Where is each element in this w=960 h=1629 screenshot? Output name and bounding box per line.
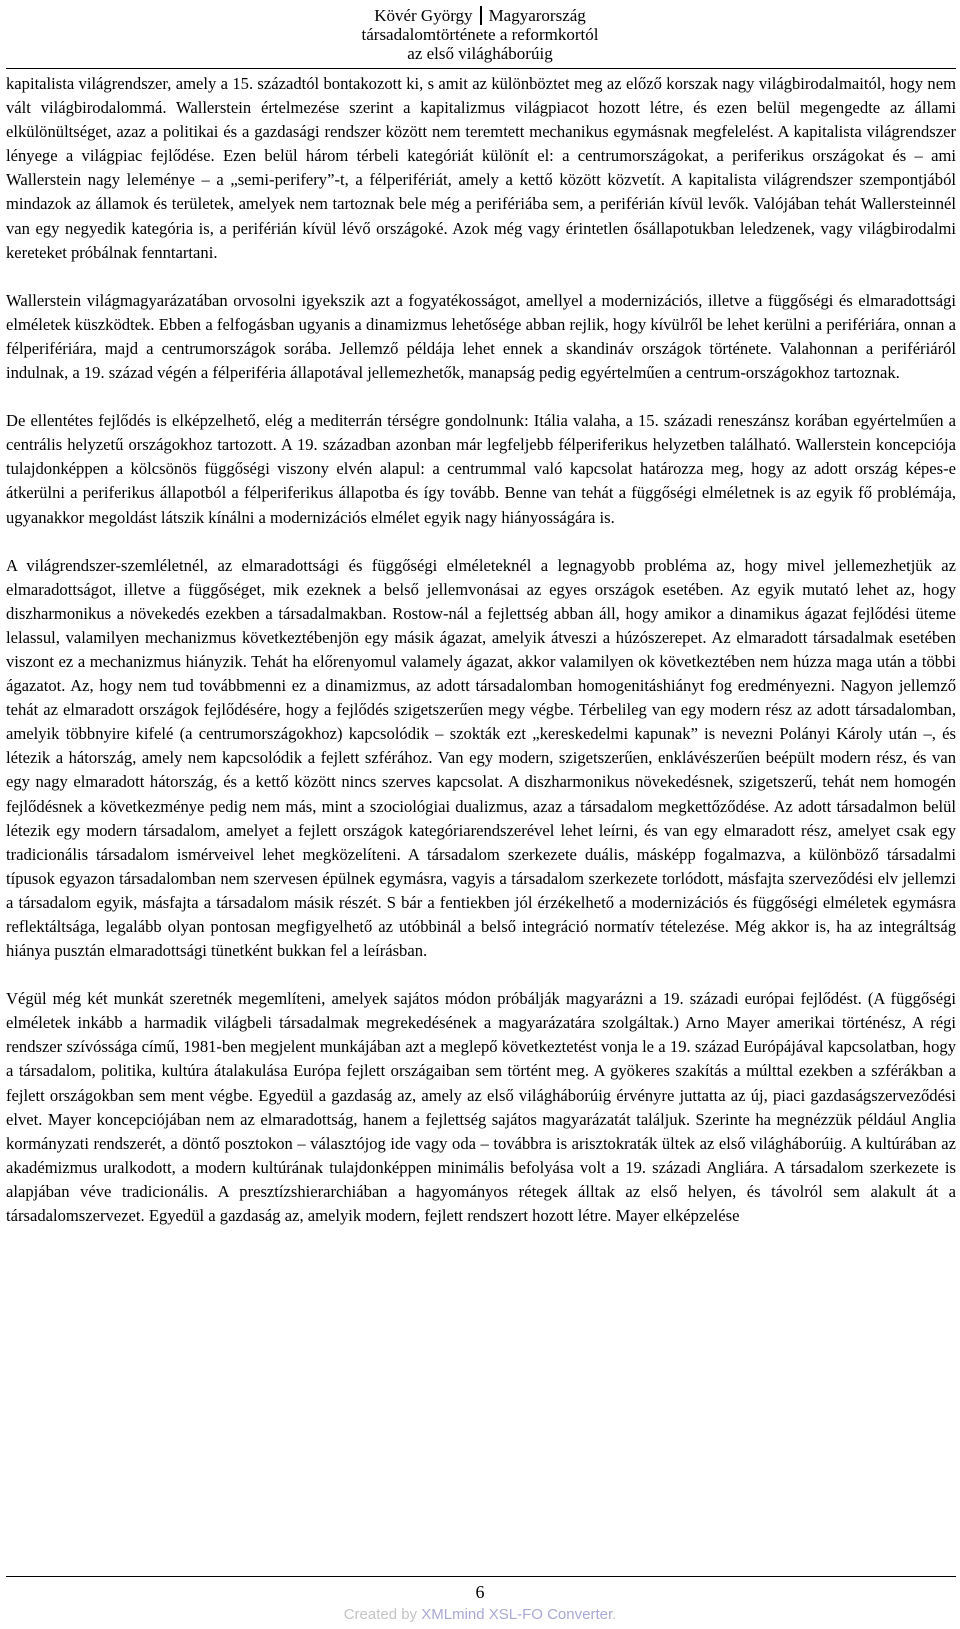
header-divider [6, 68, 956, 69]
footer-divider [6, 1576, 956, 1577]
body-text [6, 72, 956, 1252]
converter-brand: XMLmind XSL-FO Converter [421, 1606, 613, 1623]
converter-credit [0, 1606, 960, 1624]
paragraph: kapitalista világrendszer, amely a 15. századtól bontakozott ki, s amit az különböztet meg az előző korszak nagy világbirodalmaitól, hogy nem vált világbirodalommá. Wallerstein értelmezése szerint a kapitalizmus világpiacot hozott létre, és ezen belül megengedte az állami elkülönültséget, azaz a politikai és a gazdasági rendszer között nem teremtett mechanikus egymásnak megfelelést. A kapitalista világrendszer lényege a világpiac fejlődése. Ezen belül három térbeli kategóriát különít el: a centrumországokat, a periferikus országokat és – ami Wallerstein nagy leleménye – a „semi-perifery”-t, a félperifériát, amely a kettő között közvetít. A kapitalista világrendszer szempontjából mindazok az államok és területek, amelyek nem tartoznak bele még a perifériába sem, a periférián kívül levők. Valójában tehát Wallersteinnél van egy negyedik kategória is, a periférián kívül lévő országoké. Azok még vagy érintetlen ősállapotukban leledzenek, vagy világbirodalmi kereteket próbálnak fenntartani. [6, 74, 956, 262]
paragraph: A világrendszer-szemléletnél, az elmaradottsági és függőségi elméleteknél a legnagyobb probléma az, hogy mivel jellemezhetjük az elmaradottságot, illetve a függőséget, mik ezeknek a belső jellemvonásai az egyes országok esetében. Az egyik mutató lehet az, hogy diszharmonikus a növekedés ezekben a társadalmakban. Rostow-nál a fejlettség abban áll, hogy amikor a dinamikus ágazat fejlődési üteme lelassul, valamilyen mechanizmus következtébenjön egy másik ágazat, amelyik átveszi a húzószerepet. Az elmaradott társadalmak esetében viszont ez a mechanizmus hiányzik. Tehát ha előrenyomul valamely ágazat, akkor valamilyen ok következtében nem húzza maga után a többi ágazatot. Az, hogy nem tud továbbmenni ez a dinamizmus, az adott társadalomban homogenitáshiányt fog eredményezni. Nagyon jellemző tehát az elmaradott országok fejlődésére, hogy a fejlődés szigetszerűen megy végbe. Térbelileg van egy modern rész az adott társadalomban, amelyik többnyire kifelé (a centrumországokhoz) kapcsolódik – szokták ezt „kereskedelmi kapunak” is nevezni Polányi Károly után –, és létezik a hátország, amely nem kapcsolódik a fejlett szférához. Van egy modern, szigetszerűen, enklávészerűen beépült modern rész, és van egy nagy elmaradott hátország, és a kettő között nincs szerves kapcsolat. A diszharmonikus növekedésnek, szigetszerű, tehát nem homogén fejlődésnek a következménye pedig nem más, mint a szociológiai dualizmus, azaz a társadalom megkettőződése. Az adott társadalmon belül létezik egy modern társadalom, amelyet a fejlett országok kategóriarendszerével lehet leírni, és van egy elmaradott rész, amelyet csak egy tradicionális társadalom ismérveivel lehet megközelíteni. A társadalom szerkezete duális, másképp fogalmazva, a különböző társadalmi típusok egyazon társadalomban nem szervesen épülnek egymásra, vagyis a társadalom szerkezete torlódott, másfajta szerveződési elv jellemzi a társadalom egyik, másfajta a társadalom másik részét. S bár a fentiekben jól érzékelhető a modernizációs és függőségi elméletek egymásra reflektáltsága, legalább olyan pontosan megfigyelhető az utóbbinál a belső integráció normatív tételezése. Még akkor is, ha az integráltság hiánya pusztán elmaradottsági tünetként bukkan fel a leírásban. [6, 555, 956, 961]
converter-suffix: . [612, 1606, 617, 1623]
paragraph: Végül még két munkát szeretnék megemlíteni, amelyek sajátos módon próbálják magyarázni a 19. századi európai fejlődést. (A függőségi elméletek inkább a harmadik világbeli társadalmak megrekedésének a magyarázatára szolgáltak.) Arno Mayer amerikai történész, A régi rendszer szívóssága című, 1981-ben megjelent munkájában azt a meglepő következtetést vonja le a 19. század Európájával kapcsolatban, hogy a társadalom, politika, kultúra átalakulása Európa fejlett országaiban sem történt meg. A gyökeres szakítás a múlttal ezekben a szférákban a fejlett országokban sem ment végbe. Egyedül a gazdaság az, amely az első világháborúig érvényre juttatta az új, piaci gazdaságszerveződési elvet. Mayer koncepciójában nem az elmaradottság, hanem a fejlettség sajátos magyarázatát találjuk. Szerinte ha megnézzük például Anglia kormányzati rendszerét, a döntő posztokon – választójog ide vagy oda – továbbra is arisztokraták ültek az első világháborúig. A kultúrában az akadémizmus uralkodott, a modern kultúrának tulajdonképpen minimális befolyása volt a 19. századi Angliára. A társadalom szerkezete is alapjában véve tradicionális. A presztízshierarchiában a hagyományos rétegek álltak az első helyen, és távolról sem alakult át a társadalomszervezet. Egyedül a gazdaság az, amelyik modern, fejlett rendszert hozott létre. Mayer elképzelése [6, 989, 956, 1226]
header-first-line [0, 6, 960, 25]
header-title-line3: az első világháborúig [407, 44, 553, 63]
paragraph: Wallerstein világmagyarázatában orvosolni igyekszik azt a fogyatékosságot, amellyel a modernizációs, illetve a függőségi és elmaradottsági elméletek küszködtek. Ebben a felfogásban ugyanis a dinamizmus lehetősége abban rejlik, hogy kívülről be lehet kerülni a perifériára, onnan a félperifériára, majd a centrumországok sorába. Jellemző példája lehet ennek a skandináv országok története. Valahonnan a perifériáról indulnak, a 19. század végén a félperiféria állapotával jellemezhetők, manapság pedig egyértelműen a centrum-országokhoz tartoznak. [6, 290, 956, 383]
converter-prefix: Created by [343, 1606, 418, 1623]
running-header [0, 6, 960, 66]
header-title-line1: Magyarország [488, 6, 586, 25]
header-title-line2: társadalomtörténete a reformkortól [361, 25, 599, 44]
page-number: 6 [475, 1582, 485, 1602]
header-author: Kövér György [374, 6, 481, 25]
paragraph: De ellentétes fejlődés is elképzelhető, elég a mediterrán térségre gondolnunk: Itália valaha, a 15. századi reneszánsz korában egyértelműen a centrális helyzetű országokhoz tartozott. A 19. században azonban már legfeljebb félperiferikus helyzetben található. Wallerstein koncepciója tulajdonképpen a kölcsönös függőségi viszony elvén alapul: a centrummal való kapcsolat határozza meg, hogy az adott ország képes-e átkerülni a periferikus állapotból a félperiferikus állapotba és így tovább. Benne van tehát a függőségi elméletnek is az egyik fő problémája, ugyanakkor megoldást látszik kínálni a modernizációs elmélet egyik nagy hiányosságára is. [6, 411, 956, 527]
